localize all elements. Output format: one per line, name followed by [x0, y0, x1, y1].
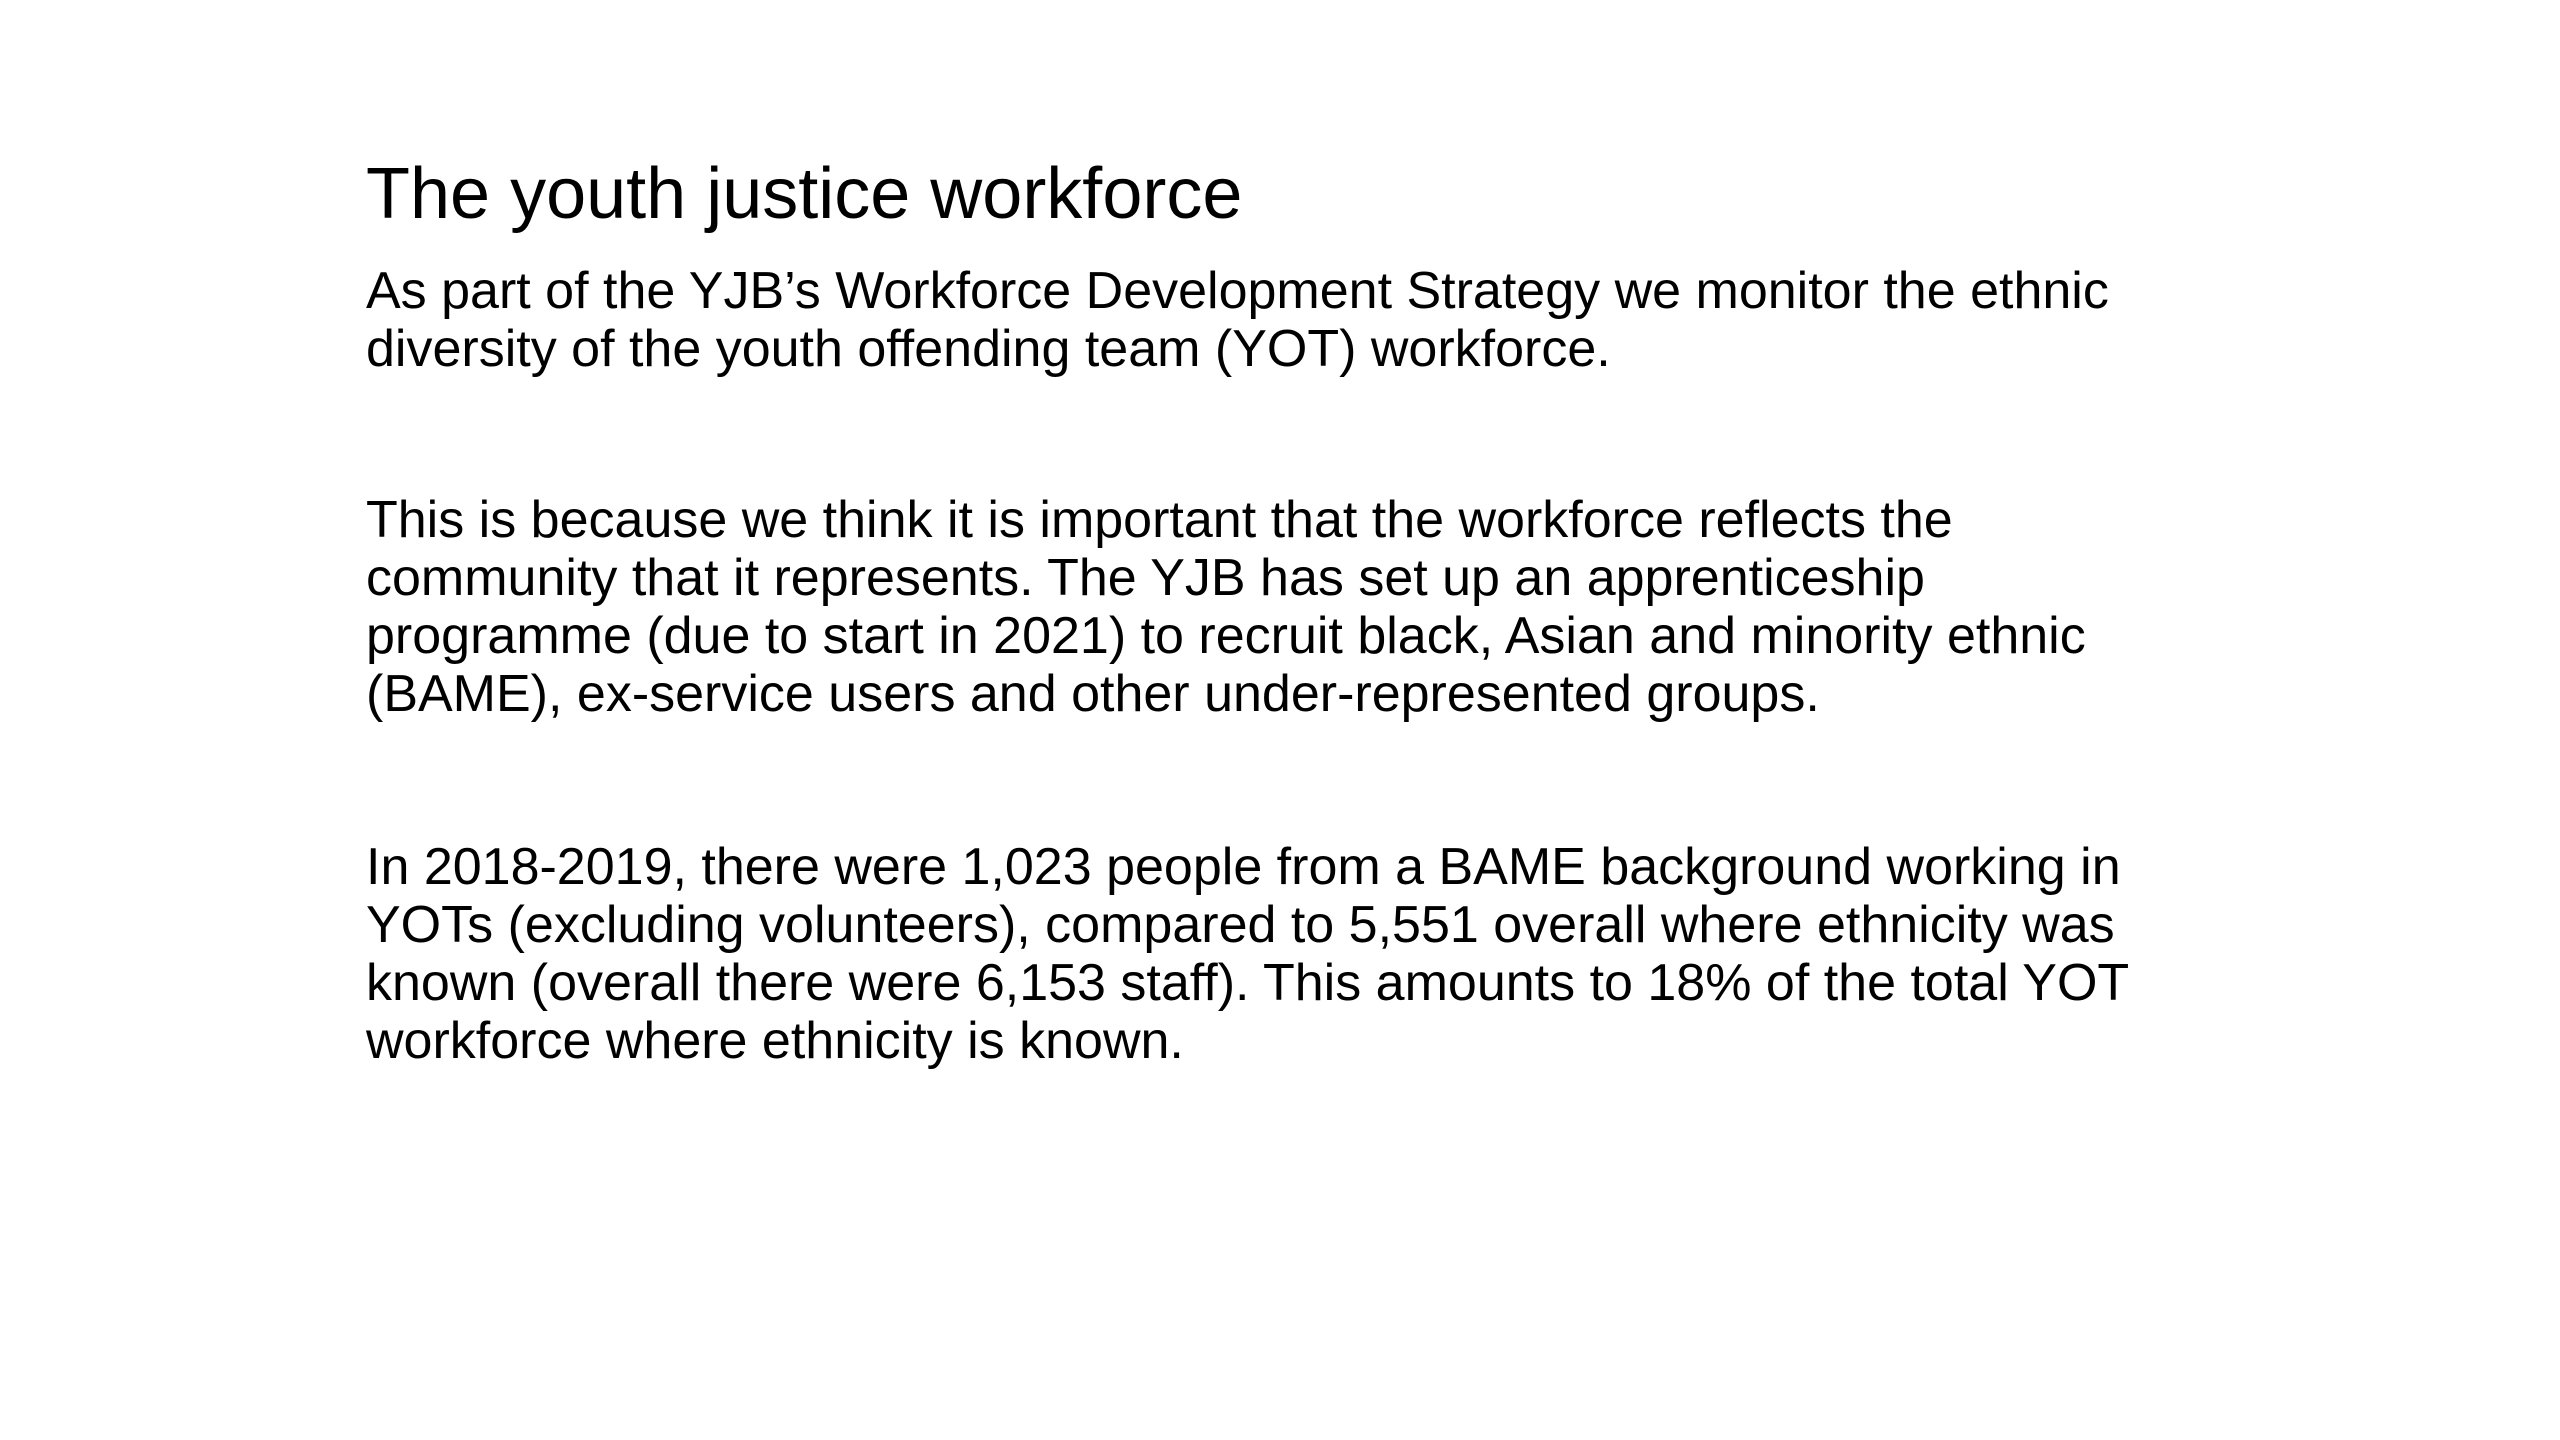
slide-title: The youth justice workforce — [366, 154, 1243, 234]
paragraph-line: As part of the YJB’s Workforce Development Strategy we monitor the ethnic — [366, 262, 2109, 320]
paragraph-line: community that it represents. The YJB has set up an apprenticeship — [366, 549, 1925, 607]
paragraph-line: programme (due to start in 2021) to recruit black, Asian and minority ethnic — [366, 607, 2086, 665]
paragraph-workforce-strategy — [366, 262, 2266, 378]
paragraph-line: YOTs (excluding volunteers), compared to 5,551 overall where ethnicity was — [366, 896, 2115, 954]
paragraph-bame-statistics — [366, 838, 2266, 1070]
paragraph-line: In 2018-2019, there were 1,023 people from a BAME background working in — [366, 838, 2121, 896]
paragraph-line: known (overall there were 6,153 staff). This amounts to 18% of the total YOT — [366, 954, 2130, 1012]
paragraph-line: (BAME), ex-service users and other under-represented groups. — [366, 665, 1820, 723]
paragraph-apprenticeship — [366, 491, 2266, 723]
paragraph-line: This is because we think it is important that the workforce reflects the — [366, 491, 1953, 549]
paragraph-line: workforce where ethnicity is known. — [366, 1012, 1184, 1070]
paragraph-line: diversity of the youth offending team (YOT) workforce. — [366, 320, 1611, 378]
